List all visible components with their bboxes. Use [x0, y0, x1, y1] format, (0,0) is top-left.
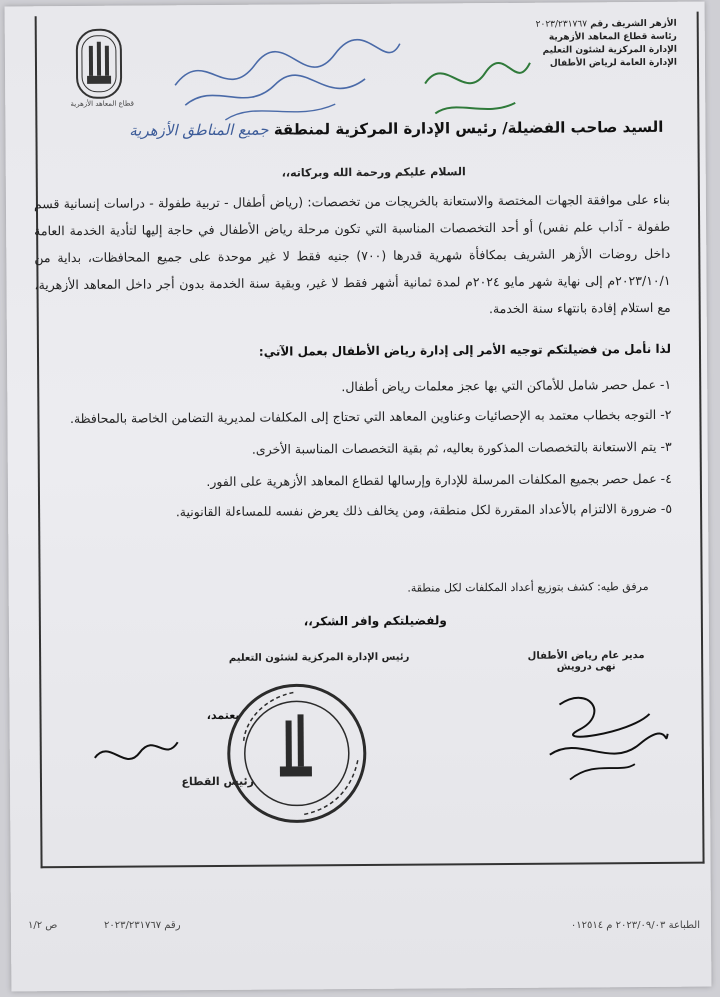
print-footer	[14, 920, 700, 940]
body-paragraph: بناء على موافقة الجهات المختصة والاستعانة بالخريجات من تخصصات: (رياض أطفال - تربية طفولة - دراسات إنسانية قسم طفولة - آداب علم نفس) أو أحد التخصصات المناسبة التي تكون مرحلة رياض الأطفال في حاجة إليها لتأدية الخدمة العامة داخل روضات الأزهر الشريف بمكافأة شهرية قدرها (٧٠٠) جنيه فقط لا غير موحدة على جميع المحافظات، بداية من ٢٠٢٣/١٠/١م إلى نهاية شهر مايو ٢٠٢٤م لمدة ثمانية أشهر فقط لا غير، وبقية سنة الخدمة بدون أجر داخل المعاهد الأزهرية، مع استلام إفادة بانتهاء سنة الخدمة.	[33, 191, 671, 317]
central-title: رئيس الإدارة المركزية لشئون التعليم	[228, 651, 410, 664]
request-heading: لذا نأمل من فضيلتكم توجيه الأمر إلى إدارة رياض الأطفال بعمل الآتي:	[258, 341, 672, 359]
attachment-note: مرفق طيه: كشف بتوزيع أعداد المكلفات لكل منطقة.	[407, 579, 649, 595]
print-value: ٢٠٢٣/٠٩/٠٣ م ٠١٢٥١٤	[570, 920, 666, 931]
director-title: مدير عام رياض الأطفال	[527, 650, 645, 662]
print-label: الطباعة	[668, 920, 700, 931]
director-name: نهى درويش	[556, 661, 616, 673]
list-item: ٣- يتم الاستعانة بالتخصصات المذكورة بعاليه، ثم بقية التخصصات المناسبة الأخرى.	[251, 438, 672, 457]
list-item: ١- عمل حصر شامل للأماكن التي بها عجز معلمات رياض أطفال.	[341, 376, 672, 395]
handwritten-note-icon	[165, 24, 406, 126]
greeting: السلام عليكم ورحمة الله وبركاته،،	[281, 165, 466, 180]
official-seal-icon	[223, 680, 370, 827]
signature-block-director	[511, 650, 661, 673]
list-item: ٢- التوجه بخطاب معتمد به الإحصائيات وعناوين المعاهد التي تحتاج إلى المكلفات لمديرية التضامن الخاصة بالمحافظة.	[69, 406, 672, 427]
letterhead-line-3: الإدارة العامة لرياض الأطفال	[549, 57, 678, 69]
letterhead-line-2: الإدارة المركزية لشئون التعليم	[542, 44, 677, 56]
signature-block-central	[219, 652, 419, 664]
addressee-title: السيد صاحب الفضيلة/ رئيس الإدارة المركزية لمنطقة	[273, 117, 664, 139]
list-item: ٤- عمل حصر بجميع المكلفات المرسلة للإدارة وإرسالها لقطاع المعاهد الأزهرية على الفور.	[206, 470, 672, 490]
footer-ref-label: رقم	[164, 920, 181, 931]
sector-head-label: رئيس القطاع	[181, 774, 255, 789]
logo-caption: قطاع المعاهد الأزهرية	[70, 99, 134, 108]
handwritten-mark-icon	[415, 43, 536, 124]
sector-head-signature-icon	[90, 727, 180, 778]
request-list	[35, 370, 672, 528]
letterhead-line-1: رئاسة قطاع المعاهد الأزهرية	[548, 31, 677, 43]
document-page	[5, 2, 712, 992]
footer-ref-value: ٢٠٢٣/٢٣١٧٦٧	[104, 920, 162, 931]
approval-label: يعتمد،	[206, 708, 240, 723]
list-item: ٥- ضرورة الالتزام بالأعداد المقررة لكل منطقة، ومن يخالف ذلك يعرض نفسه للمساءلة القانونية.	[175, 500, 673, 520]
page-number: ص ١/٢	[28, 920, 58, 931]
addressee-handwritten: جميع المناطق الأزهرية	[129, 120, 269, 140]
print-stamp	[571, 920, 700, 931]
reference-label: الأزهر الشريف رقم	[590, 18, 677, 30]
azhar-logo-icon	[75, 28, 124, 100]
closing-thanks: ولفضيلتكم وافر الشكر،،	[303, 613, 447, 629]
director-signature-icon	[539, 674, 670, 785]
reference-number: ٢٠٢٣/٢٣١٧٦٧	[535, 19, 588, 30]
footer-reference	[104, 920, 181, 931]
